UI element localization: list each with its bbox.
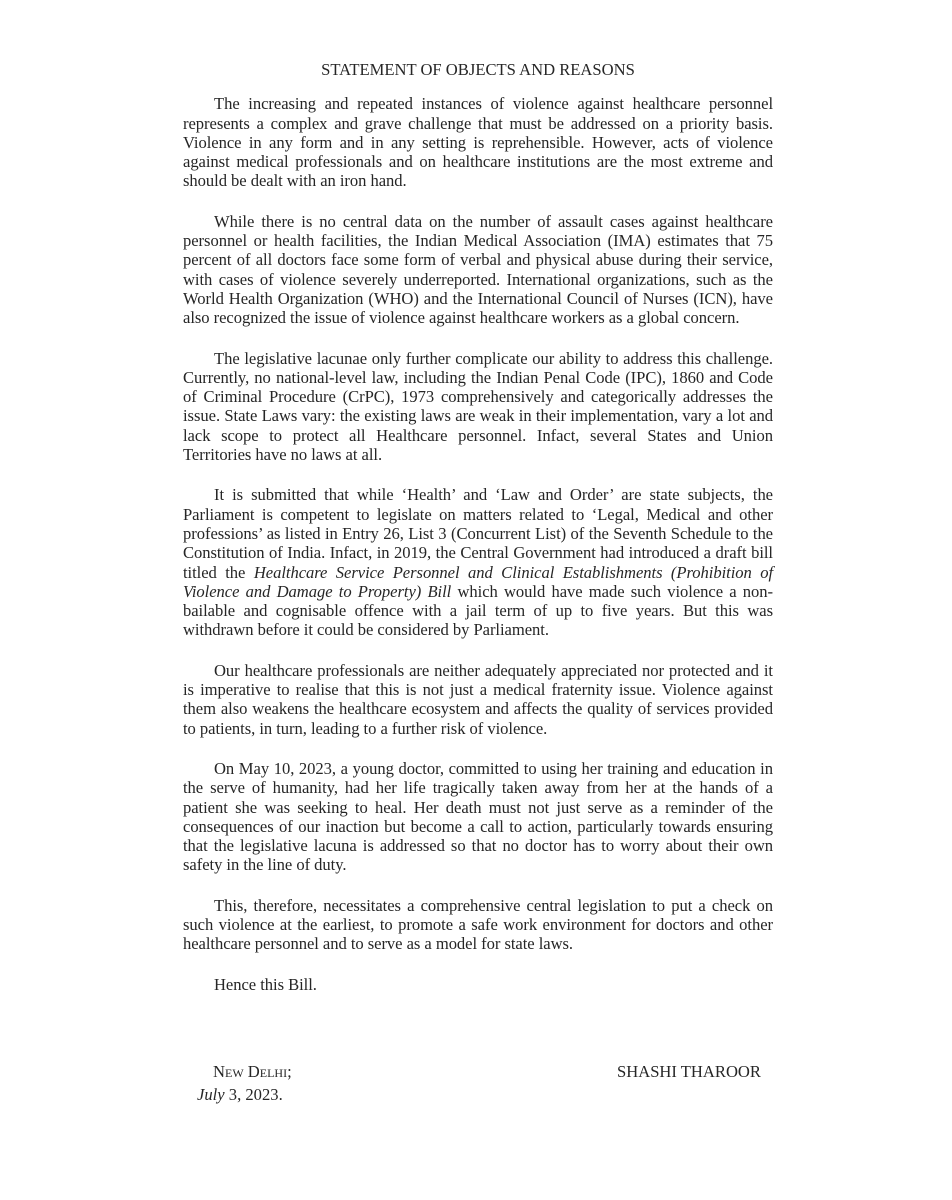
signature-place: New Delhi; — [213, 1062, 292, 1081]
p4-text-after: which would have made such violence a non-bailable and cognisable offence with a jail term of up to five years. But this was withdrawn before it could be considered by Parliament. — [183, 581, 773, 640]
paragraph-statistics: While there is no central data on the number of assault cases against healthcare personnel or health facilities, the Indian Medical Association (IMA) estimates that 75 percent of all doctors face some form of verbal and physical abuse during their service, with cases of violence severely underreported. International organizations, such as the World Health Organization (WHO) and the International Council of Nurses (ICN), have also recognized the issue of violence against healthcare workers as a global concern. — [183, 211, 773, 328]
document-title: STATEMENT OF OBJECTS AND REASONS — [321, 60, 635, 79]
draft-bill-title: Healthcare Service Personnel and Clinical Establishments (Prohibition of Violence and Damage to Property) Bill — [183, 562, 774, 601]
paragraph-necessity: This, therefore, necessitates a comprehensive central legislation to put a check on such violence at the earliest, to promote a safe work environment for doctors and other healthcare personnel and to serve as a model for state laws. — [183, 895, 773, 954]
closing-line: Hence this Bill. — [214, 974, 317, 994]
paragraph-parliament-competence — [183, 485, 773, 639]
document-page — [183, 60, 773, 994]
paragraph-young-doctor: On May 10, 2023, a young doctor, committed to using her training and education in the serve of humanity, had her life tragically taken away from her at the hands of a patient she was seeking to heal. Her death must not just serve as a reminder of the consequences of our inaction but become a call to action, particularly towards ensuring that the legislative lacuna is addressed so that no doctor has to worry about their own safety in the line of duty. — [183, 758, 773, 875]
paragraph-violence-challenge: The increasing and repeated instances of violence against healthcare personnel represents a complex and grave challenge that must be addressed on a priority basis. Violence in any form and in any setting is reprehensible. However, acts of violence against medical professionals and on healthcare institutions are the most extreme and should be dealt with an iron hand. — [183, 94, 773, 191]
paragraph-legislative-lacunae: The legislative lacunae only further complicate our ability to address this challenge. Currently, no national-level law, including the Indian Penal Code (IPC), 1860 and Code of Criminal Procedure (CrPC), 1973 comprehensively and categorically addresses the issue. State Laws vary: the existing laws are weak in their implementation, vary a lot and lack scope to protect all Healthcare personnel. Infact, several States and Union Territories have no laws at all. — [183, 348, 773, 465]
p4-text-before: It is submitted that while ‘Health’ and ‘Law and Order’ are state subjects, the Parliament is competent to legislate on matters related to ‘Legal, Medical and other professions’ as listed in Entry 26, List 3 (Concurrent List) of the Seventh Schedule to the Constitution of India. Infact, in 2019, the Central Government had introduced a draft bill titled the — [183, 485, 773, 582]
signature-date — [197, 1084, 283, 1105]
paragraph-healthcare-professionals: Our healthcare professionals are neither adequately appreciated nor protected and it is imperative to realise that this is not just a medical fraternity issue. Violence against them also weakens the healthcare ecosystem and affects the quality of services provided to patients, in turn, leading to a further risk of violence. — [183, 660, 773, 738]
signature-date-month: July — [197, 1085, 225, 1104]
signer-name: SHASHI THAROOR — [617, 1062, 761, 1081]
signature-date-rest: 3, 2023. — [224, 1085, 283, 1104]
